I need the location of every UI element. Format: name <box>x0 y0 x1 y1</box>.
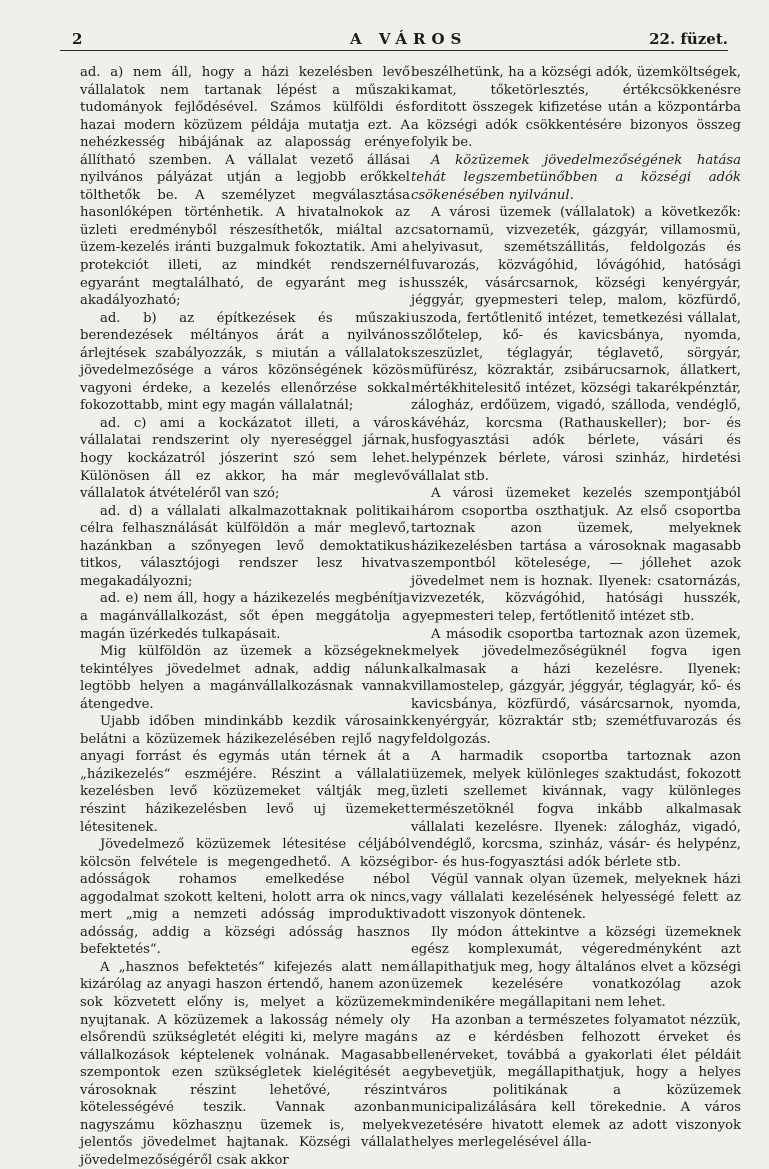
paragraph: A „hasznos befektetés“ kifejezés alatt nem kizárólag az anyagi haszon értendő, hanem azon sok közvetett előny is, melyet a közüzemek nyujtanak. A közüzemek a lakosság némely oly elsőrendü szükségletét elégiti ki, melyre magán vállalkozások képtelenek volnának. Magasabb szempontok ezen szükségletek kielégitését a városoknak részint lehetővé, részint kötelességévé teszik. Vannak azonban nagyszámu közhaszņu üzemek is, melyek jelentős jövedelmet hajtanak. Községi vállalat jövedelmezőségéről csak akkor <box>80 959 410 1168</box>
running-header <box>60 26 728 51</box>
paragraph: ad. e) nem áll, hogy a házikezelés megbénítja a magánvállalkozást, sőt épen meggátolja a magán üzérkedés tulkapásait. <box>80 591 410 642</box>
paragraph: Jövedelmező közüzemek létesitése céljából kölcsön felvétele is megengedhető. A községi adósságok rohamos emelkedése nébol aggodalmat szokott kelteni, holott arra ok nincs, mert „mig a nemzeti adósság improduktiv adósság, addig a községi adósság hasznos befektetés“. <box>80 837 410 958</box>
right-column <box>411 64 741 1152</box>
paragraph: Ujabb időben mindinkább kezdik városaink belátni a közüzemek házikezelésében rejlő nagy anyagi forrást és egymás után térnek át a „házikezelés“ eszméjére. Részint a vállalati kezelésben levő közüzemeket váltják meg, részint házikezelésben levő uj üzemeket létesitenek. <box>80 714 410 835</box>
paragraph: Ily módon áttekintve a községi üzemeknek egész komplexumát, végeredményként azt állapithatjuk meg, hogy általános elvet a községi üzemek kezelésére vonatkozólag azok mindenikére megállapitani nem lehet. <box>411 924 741 1010</box>
left-column <box>80 64 410 1169</box>
paragraph: ad. a) nem áll, hogy a házi kezelésben levő vállalatok nem tartanak lépést a műszaki tudományok fejlődésével. Számos külföldi és hazai modern közüzem példája mutatja ezt. A nehézkesség hibájának az alaposság erénye állítható szemben. A vállalat vezető állásai nyilvános pályázat utján a legjobb erőkkel tölthetők be. A személyzet megválasztása hasonlóképen történhetik. A hivatalnokok az üzleti eredményből részesíthetők, miáltal az üzem-kezelés iránti buzgalmuk fokoztatik. Ami a protekciót illeti, az mindkét rendszernél egyaránt megtalálható, de egyaránt meg is akadályozható; <box>80 65 410 309</box>
paragraph: ad. d) a vállalati alkalmazottaknak politikai célra felhasználását külföldön a már meglevő, hazánkban a szőnyegen levő demoktatikus titkos, választójogi rendszer lesz hivatva megakadályozni; <box>80 503 410 589</box>
paragraph: A második csoportba tartoznak azon üzemek, melyek jövedelmezőségüknél fogva igen alkalmasak a házi kezelésre. Ilyenek: villamostelep, gázgyár, jéggyár, téglagyár, kő- és kavicsbánya, közfürdő, vásárcsarnok, nyomda, kenyérgyár, közraktár stb; szemétfuvarozás és feldolgozás. <box>411 626 741 747</box>
paragraph: A közüzemek jövedelmezőségének hatása tehát legszembetünőbben a községi adók csökenésében nyilvánul. <box>411 152 741 203</box>
paragraph: ad. c) ami a kockázatot illeti, a város vállalatai rendszerint oly nyereséggel járnak, hogy kockázatról jószerint szó sem lehet. Különösen áll ez akkor, ha már meglevő vállalatok átvételéről van szó; <box>80 415 410 502</box>
paragraph: ad. b) az építkezések és műszaki berendezések méltányos árát a nyilvános árlejtések szabályozzák, s miután a vállalatok jövedelmezősége a város közönségének közös vagyoni érdeke, a kezelés ellenőrzése sokkal fokozottabb, mint egy magán vállalatnál; <box>80 310 410 414</box>
issue-label: 22. füzet. <box>649 30 728 48</box>
paragraph: beszélhetünk, ha a községi adók, üzemköltségek, kamat, tőketörlesztés, értékcsökkenésre forditott összegek kifizetése után a központárba a községi adók csökkentésére bizonyos összeg folyik be. <box>411 65 741 151</box>
page-number: 2 <box>72 30 83 48</box>
paragraph: Mig külföldön az üzemek a községeknek tekintélyes jövedelmet adnak, addig nálunk legtöbb helyen a magánvállalkozásnak vannak átengedve. <box>80 644 410 712</box>
paragraph: A városi üzemek (vállalatok) a következők: csatornamü, vizvezeték, gázgyár, villamosmü, helyivasut, szemétszállitás, feldolgozás és fuvarozás, közvágóhid, lóvágóhid, hatósági husszék, vásárcsarnok, községi kenyérgyár, jéggyár, gyepmesteri telep, malom, közfürdő, uszoda, fertőtlenitő intézet, temetkezési vállalat, szőlőtelep, kő- és kavicsbánya, nyomda, szeszüzlet, téglagyár, téglavető, sörgyár, müfürész, közraktár, zsibárucsarnok, állatkert, mértékhitelesitő intézet, községi takarékpénztár, zálogház, erdőüzem, vigadó, szálloda, vendéglő, kávéház, korcsma (Rathauskeller); bor- és husfogyasztási adók bérlete, vásári és helypénzek bérlete, városi szinház, hirdetési vállalat stb. <box>411 205 741 484</box>
paragraph: A harmadik csoportba tartoznak azon üzemek, melyek különleges szaktudást, fokozott üzleti szellemet kivánnak, vagy különleges természetöknél fogva inkább alkalmasak vállalati kezelésre. Ilyenek: zálogház, vigadó, vendéglő, korcsma, szinház, vásár- és helypénz, bor- és hus-fogyasztási adók bérlete stb. <box>411 749 741 870</box>
paragraph: Ha azonban a természetes folyamatot nézzük, s az e kérdésben felhozott érveket és ellenérveket, továbbá a gyakorlati élet példáit egybevetjük, megállapithatjuk, hogy a helyes város politikának a közüzemek municipalizálására kell törekednie. A város vezetésére hivatott elemek az adott viszonyok helyes merlegelésével álla- <box>411 1012 741 1151</box>
paragraph: Végül vannak olyan üzemek, melyeknek házi vagy vállalati kezelésének helyességé felett az adott viszonyok döntenek. <box>411 872 741 923</box>
paragraph: A városi üzemeket kezelés szempontjából három csoportba oszthatjuk. Az első csoportba tartoznak azon üzemek, melyeknek házikezelésben tartása a városoknak magasabb szempontból kötelesége, — jóllehet azok jövedelmet nem is hoznak. Ilyenek: csatornázás, vizvezeték, közvágóhid, hatósági husszék, gyepmesteri telep, fertőtlenitő intézet stb. <box>411 486 741 624</box>
journal-title: A VÁROS <box>350 30 468 48</box>
